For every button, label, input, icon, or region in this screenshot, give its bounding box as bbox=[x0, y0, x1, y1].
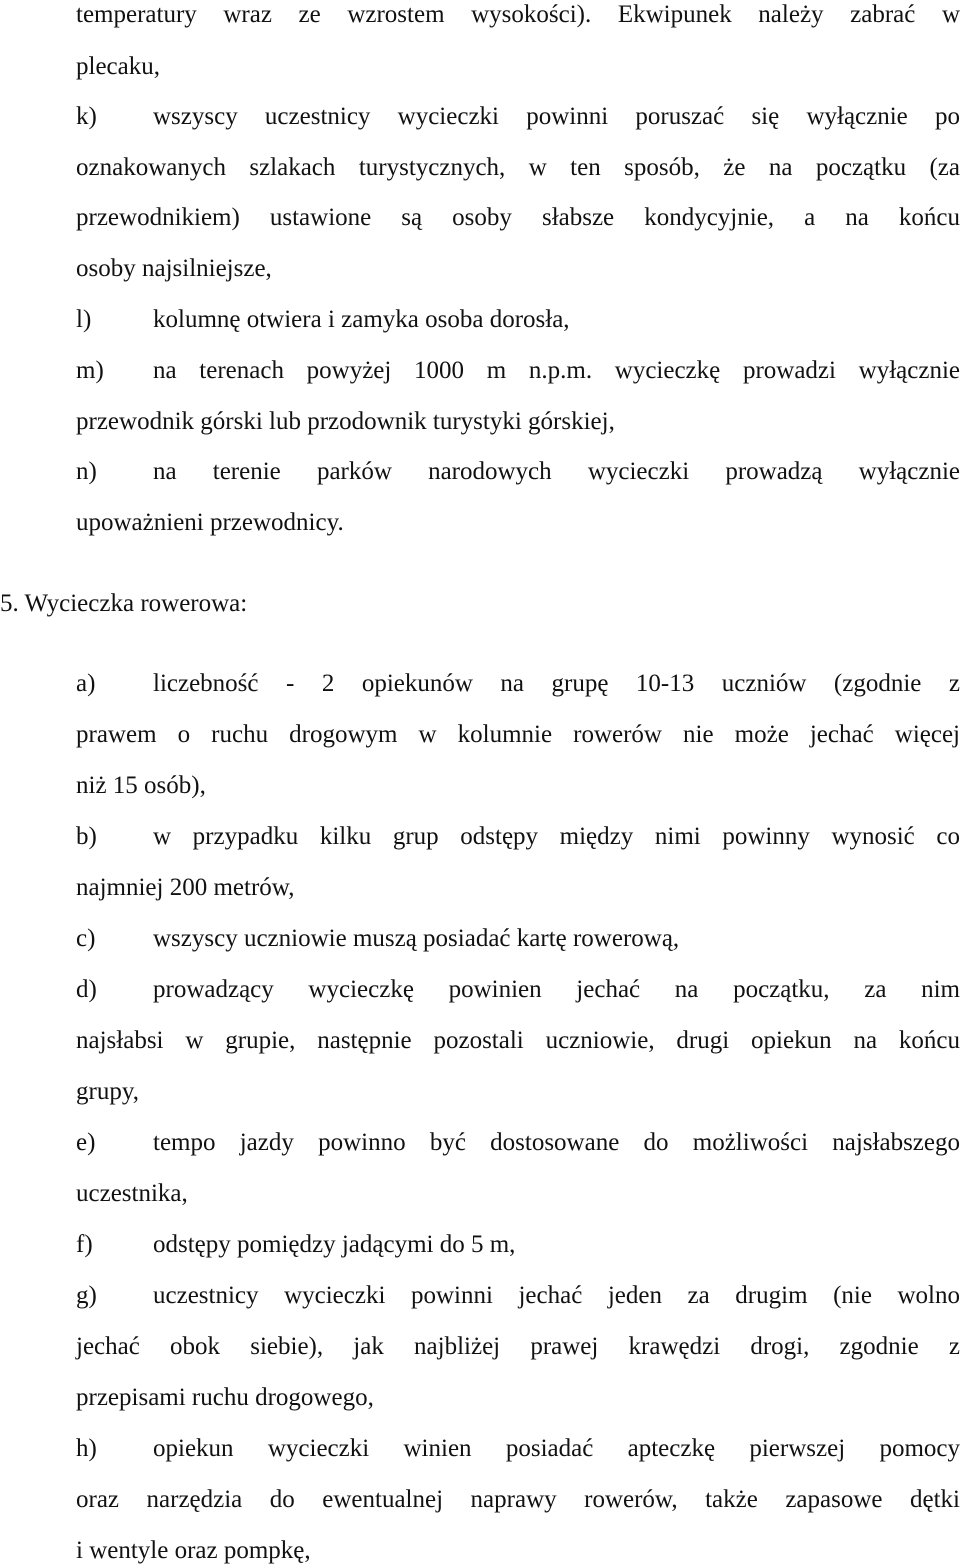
item-text: wszyscy uczniowie muszą posiadać kartę rowerową, bbox=[153, 925, 680, 952]
section-heading: 5. Wycieczka rowerowa: bbox=[0, 590, 248, 617]
item-label: m) bbox=[76, 357, 104, 384]
item-label: f) bbox=[76, 1231, 93, 1258]
item-text: uczestnicy wycieczki powinni jechać jeden za drugim (nie wolno bbox=[153, 1282, 960, 1309]
list-item-f bbox=[76, 1230, 960, 1260]
list-item-k bbox=[76, 102, 960, 132]
item-label: b) bbox=[76, 823, 97, 850]
item-b-line-2: najmniej 200 metrów, bbox=[76, 874, 295, 901]
item-label: e) bbox=[76, 1129, 96, 1156]
item-text: wszyscy uczestnicy wycieczki powinni poruszać się wyłącznie po bbox=[153, 103, 960, 130]
item-label: c) bbox=[76, 925, 96, 952]
item-k-line-2: oznakowanych szlakach turystycznych, w ten sposób, że na początku (za bbox=[76, 154, 960, 181]
list-item-a bbox=[76, 669, 960, 699]
item-g-line-3: przepisami ruchu drogowego, bbox=[76, 1384, 374, 1411]
intro-line-2: plecaku, bbox=[76, 53, 160, 80]
list-item-d bbox=[76, 975, 960, 1005]
item-k-line-4: osoby najsilniejsze, bbox=[76, 255, 272, 282]
list-item-g bbox=[76, 1281, 960, 1311]
list-item-h bbox=[76, 1434, 960, 1464]
item-d-line-2: najsłabsi w grupie, następnie pozostali uczniowie, drugi opiekun na końcu bbox=[76, 1027, 960, 1054]
item-text: opiekun wycieczki winien posiadać apteczkę pierwszej pomocy bbox=[153, 1435, 960, 1462]
item-h-line-3: i wentyle oraz pompkę, bbox=[76, 1537, 311, 1564]
item-k-line-3: przewodnikiem) ustawione są osoby słabsze kondycyjnie, a na końcu bbox=[76, 204, 960, 231]
item-label: n) bbox=[76, 458, 97, 485]
item-d-line-3: grupy, bbox=[76, 1078, 139, 1105]
item-n-line-2: upoważnieni przewodnicy. bbox=[76, 509, 344, 536]
item-e-line-2: uczestnika, bbox=[76, 1180, 188, 1207]
list-item-l bbox=[76, 305, 960, 335]
item-m-line-2: przewodnik górski lub przodownik turystyki górskiej, bbox=[76, 408, 615, 435]
list-item-c bbox=[76, 924, 960, 954]
item-label: k) bbox=[76, 103, 97, 130]
item-label: d) bbox=[76, 976, 97, 1003]
list-item-b bbox=[76, 822, 960, 852]
item-text: w przypadku kilku grup odstępy między nimi powinny wynosić co bbox=[153, 823, 960, 850]
item-h-line-2: oraz narzędzia do ewentualnej naprawy rowerów, także zapasowe dętki bbox=[76, 1486, 960, 1513]
item-text: na terenie parków narodowych wycieczki prowadzą wyłącznie bbox=[153, 458, 960, 485]
item-text: kolumnę otwiera i zamyka osoba dorosła, bbox=[153, 306, 570, 333]
item-label: h) bbox=[76, 1435, 97, 1462]
intro-line-1: temperatury wraz ze wzrostem wysokości). Ekwipunek należy zabrać w bbox=[76, 1, 960, 28]
list-item-e bbox=[76, 1128, 960, 1158]
item-g-line-2: jechać obok siebie), jak najbliżej prawej krawędzi drogi, zgodnie z bbox=[76, 1333, 960, 1360]
item-text: tempo jazdy powinno być dostosowane do możliwości najsłabszego bbox=[153, 1129, 960, 1156]
item-label: l) bbox=[76, 306, 92, 333]
item-a-line-2: prawem o ruchu drogowym w kolumnie rowerów nie może jechać więcej bbox=[76, 721, 960, 748]
item-text: prowadzący wycieczkę powinien jechać na początku, za nim bbox=[153, 976, 960, 1003]
item-label: a) bbox=[76, 670, 96, 697]
item-text: na terenach powyżej 1000 m n.p.m. wycieczkę prowadzi wyłącznie bbox=[153, 357, 960, 384]
list-item-m bbox=[76, 356, 960, 386]
item-text: odstępy pomiędzy jadącymi do 5 m, bbox=[153, 1231, 516, 1258]
item-text: liczebność - 2 opiekunów na grupę 10-13 uczniów (zgodnie z bbox=[153, 670, 960, 697]
list-item-n bbox=[76, 457, 960, 487]
item-label: g) bbox=[76, 1282, 97, 1309]
item-a-line-3: niż 15 osób), bbox=[76, 772, 206, 799]
